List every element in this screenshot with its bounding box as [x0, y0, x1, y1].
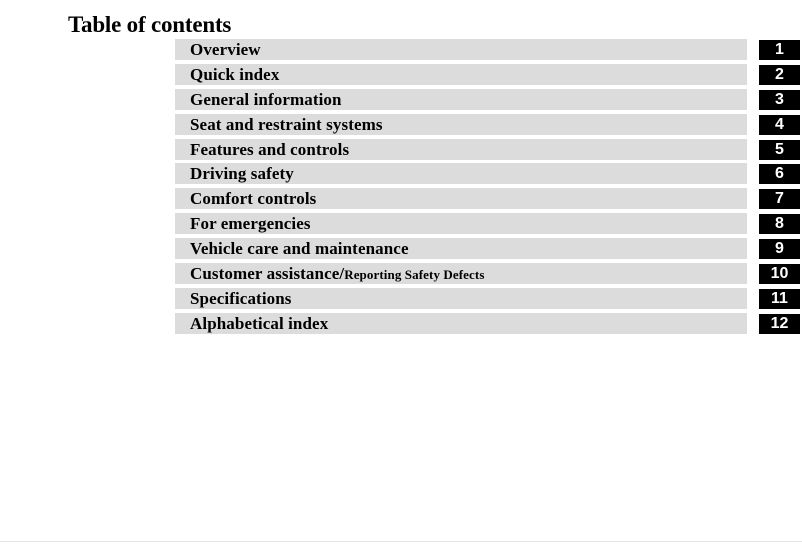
- toc-item-seat-restraint-systems[interactable]: [175, 114, 800, 135]
- chapter-tab-number[interactable]: 12: [759, 314, 800, 334]
- toc-item-overview[interactable]: [175, 39, 800, 60]
- chapter-tab-number[interactable]: 9: [759, 239, 800, 259]
- chapter-tab-number[interactable]: 7: [759, 189, 800, 209]
- toc-item-vehicle-care[interactable]: [175, 238, 800, 259]
- toc-item-for-emergencies[interactable]: [175, 213, 800, 234]
- toc-bar[interactable]: [175, 39, 747, 60]
- toc-item-quick-index[interactable]: [175, 64, 800, 85]
- chapter-tab-number[interactable]: 6: [759, 164, 800, 184]
- toc-item-alphabetical-index[interactable]: [175, 313, 800, 334]
- toc-item-label: Driving safety: [190, 164, 294, 184]
- toc-item-driving-safety[interactable]: [175, 163, 800, 184]
- toc-item-label: General information: [190, 89, 342, 109]
- toc-item-comfort-controls[interactable]: [175, 188, 800, 209]
- toc-bar[interactable]: [175, 313, 747, 334]
- toc-item-customer-assistance[interactable]: [175, 263, 800, 284]
- toc-item-label: Features and controls: [190, 139, 350, 159]
- toc-bar[interactable]: [175, 163, 747, 184]
- toc-item-label: Seat and restraint systems: [190, 114, 383, 134]
- page-bottom-rule: [0, 541, 802, 542]
- toc-item-label: Overview: [190, 40, 261, 59]
- toc-item-specifications[interactable]: [175, 288, 800, 309]
- toc-bar[interactable]: [175, 288, 747, 309]
- chapter-tab-number[interactable]: 5: [759, 140, 800, 160]
- toc-item-label: [175, 263, 485, 285]
- toc-item-label: Specifications: [190, 288, 292, 308]
- toc-item-label: For emergencies: [190, 214, 311, 234]
- toc-item-general-information[interactable]: [175, 89, 800, 110]
- toc-list: [175, 39, 800, 338]
- toc-item-label: Comfort controls: [190, 189, 317, 209]
- toc-item-features-controls[interactable]: [175, 139, 800, 160]
- toc-item-label: Alphabetical index: [190, 313, 329, 333]
- toc-item-label-main: Customer assistance/: [190, 263, 345, 283]
- toc-bar[interactable]: [175, 89, 747, 110]
- toc-bar[interactable]: [175, 188, 747, 209]
- toc-bar[interactable]: [175, 238, 747, 259]
- chapter-tab-number[interactable]: 4: [759, 115, 800, 135]
- chapter-tab-number[interactable]: 10: [759, 264, 800, 284]
- toc-bar[interactable]: [175, 139, 747, 160]
- toc-bar[interactable]: [175, 213, 747, 234]
- toc-bar[interactable]: [175, 64, 747, 85]
- chapter-tab-number[interactable]: 8: [759, 214, 800, 234]
- chapter-tab-number[interactable]: 2: [759, 65, 800, 85]
- toc-item-label: Vehicle care and maintenance: [190, 239, 409, 259]
- chapter-tab-number[interactable]: 1: [759, 40, 800, 60]
- chapter-tab-number[interactable]: 3: [759, 90, 800, 110]
- chapter-tab-number[interactable]: 11: [759, 289, 800, 309]
- toc-bar[interactable]: [175, 114, 747, 135]
- toc-bar[interactable]: [175, 263, 747, 284]
- page-title: Table of contents: [68, 12, 232, 37]
- toc-item-label-sub: Reporting Safety Defects: [344, 266, 485, 282]
- toc-item-label: Quick index: [190, 64, 280, 84]
